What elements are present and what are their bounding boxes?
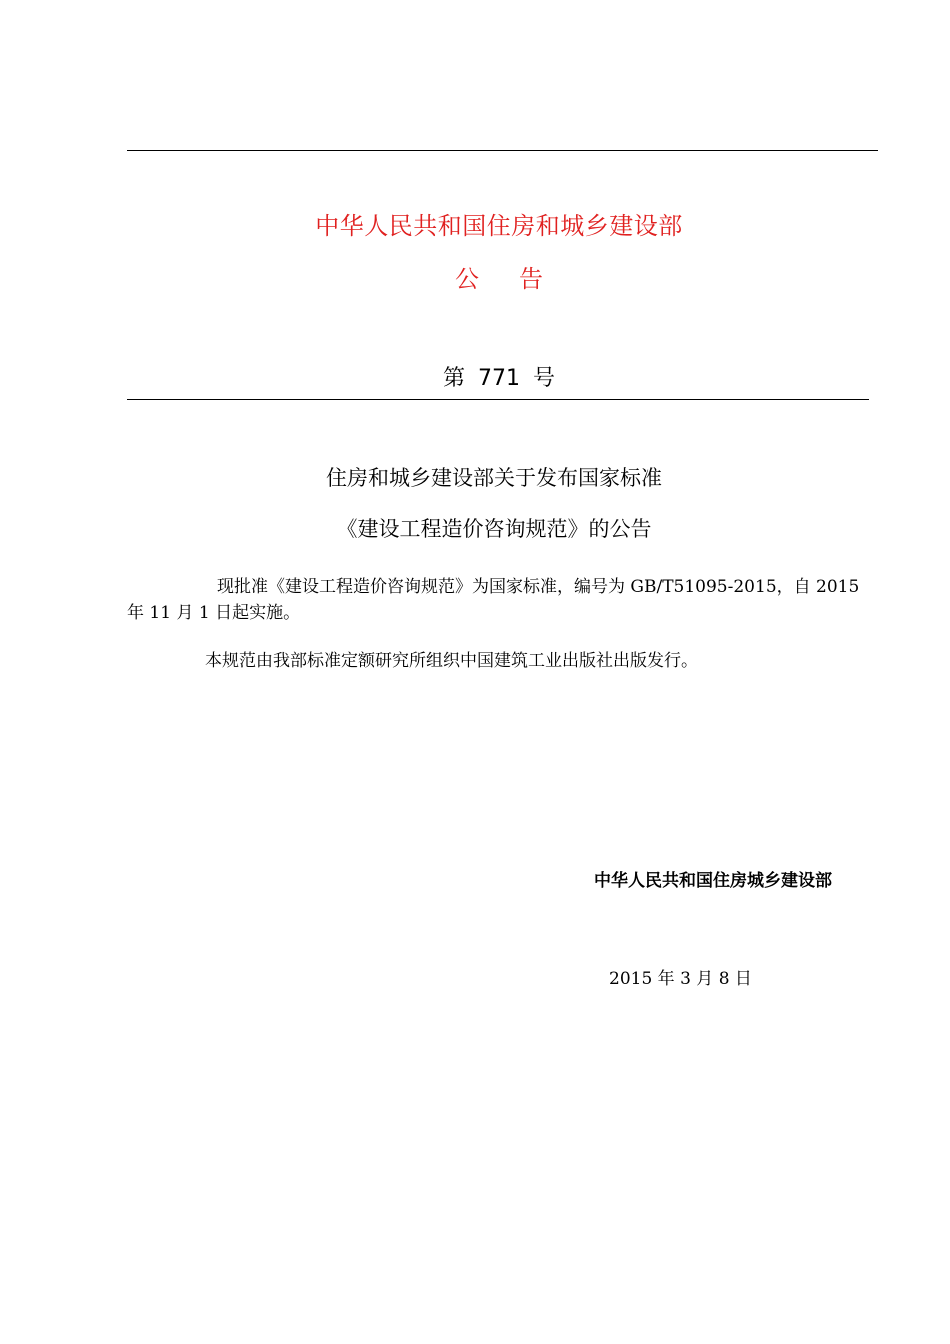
issuer-title: 中华人民共和国住房和城乡建设部 (315, 212, 683, 240)
top-divider (127, 150, 878, 151)
body-paragraph-approval: 现批准《建设工程造价咨询规范》为国家标准，编号为 GB/T51095-2015，自 2015 年 11 月 1 日起实施。 (127, 577, 860, 623)
number-divider (127, 399, 869, 400)
issue-date: 2015 年 3 月 8 日 (609, 969, 752, 989)
subject-line-1: 住房和城乡建设部关于发布国家标准 (326, 466, 662, 490)
document-type: 公告 (455, 265, 583, 293)
document-number: 第 771 号 (443, 366, 555, 391)
signing-authority: 中华人民共和国住房城乡建设部 (594, 871, 832, 891)
subject-line-2: 《建设工程造价咨询规范》的公告 (336, 517, 652, 541)
body-paragraph-publication: 本规范由我部标准定额研究所组织中国建筑工业出版社出版发行。 (205, 651, 698, 671)
